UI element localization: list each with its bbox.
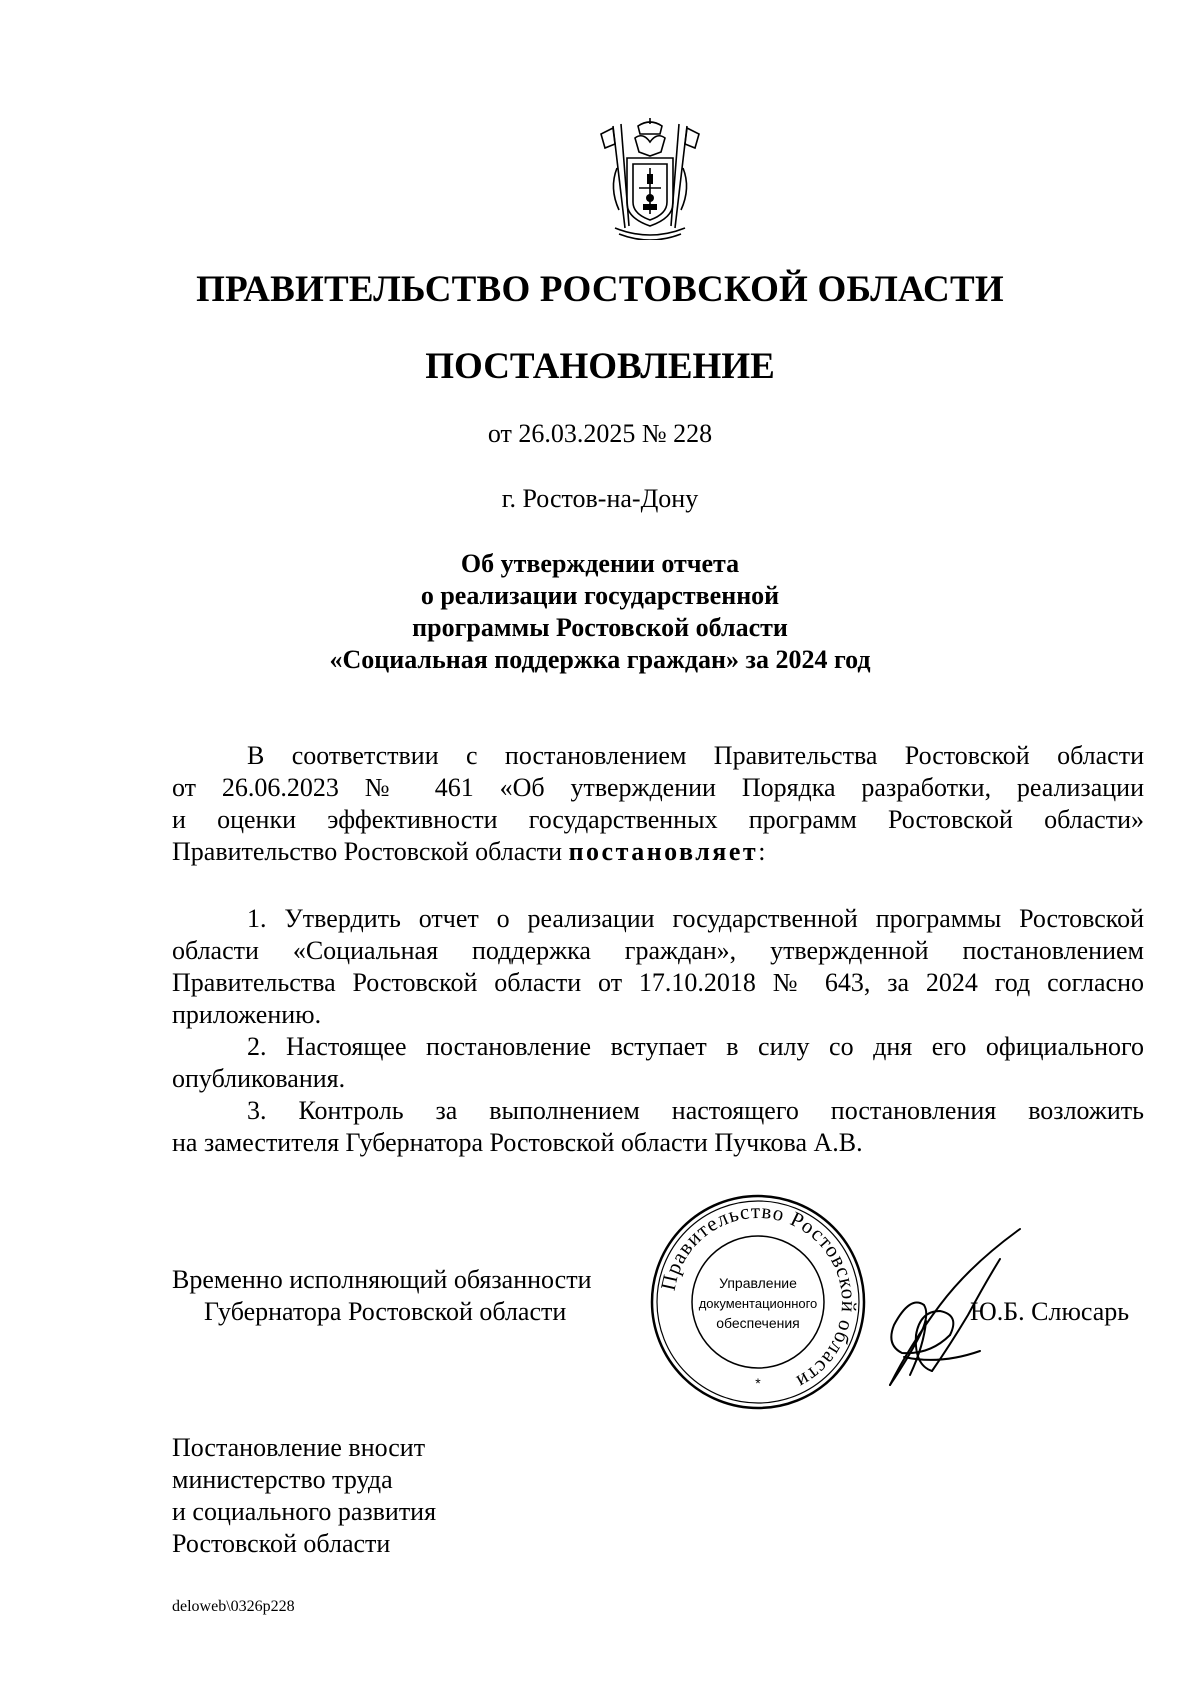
title-line: программы Ростовской области [412, 613, 788, 642]
signer-name: Ю.Б. Слюсарь [970, 1297, 1130, 1326]
author-line: Ростовской области [172, 1529, 391, 1558]
title-line: о реализации государственной [420, 581, 780, 610]
document-place: г. Ростов-на-Дону [501, 484, 699, 513]
coat-of-arms-emblem [595, 118, 705, 240]
svg-text:обеспечения: обеспечения [716, 1315, 800, 1331]
author-line: Постановление вносит [172, 1433, 426, 1462]
resolution-item [172, 1095, 1144, 1159]
svg-text:документационного: документационного [698, 1296, 818, 1311]
document-type: ПОСТАНОВЛЕНИЕ [425, 346, 775, 387]
title-line: Об утверждении отчета [460, 549, 740, 578]
organization-name: ПРАВИТЕЛЬСТВО РОСТОВСКОЙ ОБЛАСТИ [196, 269, 1004, 310]
submitting-authority [172, 1432, 436, 1560]
text-line [172, 836, 1144, 868]
document-title [0, 548, 1200, 676]
position-line: Губернатора Ростовской области [204, 1297, 567, 1326]
text-line: 2. Настоящее постановление вступает в силу со дня его официального [247, 1032, 1144, 1061]
text-fragment: Правительство Ростовской области [172, 837, 569, 866]
text-line: приложению. [172, 1000, 322, 1029]
document-number: от 26.03.2025 № 228 [487, 419, 713, 448]
text-line: на заместителя Губернатора Ростовской области Пучкова А.В. [172, 1128, 863, 1157]
resolution-keyword: постановляет [568, 837, 759, 866]
signatory-position [172, 1264, 592, 1328]
text-line: 3. Контроль за выполнением настоящего постановления возложить [247, 1096, 1144, 1125]
author-line: министерство труда [172, 1465, 393, 1494]
text-line: области «Социальная поддержка граждан», утвержденной постановлением [172, 936, 1144, 965]
text-line: Правительства Ростовской области от 17.10.2018 № 643, за 2024 год согласно [172, 968, 1144, 997]
resolution-item [172, 1031, 1144, 1095]
text-line: опубликования. [172, 1064, 346, 1093]
text-line: В соответствии с постановлением Правительства Ростовской области [247, 741, 1144, 770]
svg-text:Правительство Ростовской облас: Правительство Ростовской области [655, 1198, 862, 1395]
resolution-item [172, 903, 1144, 1031]
author-line: и социального развития [172, 1497, 437, 1526]
svg-text:Управление: Управление [719, 1275, 797, 1291]
position-line: Временно исполняющий обязанности [172, 1265, 592, 1294]
text-line: от 26.06.2023 № 461 «Об утверждении Порядка разработки, реализации [172, 773, 1144, 802]
official-stamp [648, 1192, 868, 1412]
text-line: 1. Утвердить отчет о реализации государственной программы Ростовской [247, 904, 1144, 933]
footer-document-code: deloweb\0326p228 [172, 1598, 295, 1615]
svg-text:*: * [755, 1375, 761, 1391]
text-fragment: : [758, 837, 766, 866]
text-line: и оценки эффективности государственных программ Ростовской области» [172, 805, 1144, 834]
title-line: «Социальная поддержка граждан» за 2024 год [329, 645, 871, 674]
preamble-paragraph [172, 740, 1144, 868]
